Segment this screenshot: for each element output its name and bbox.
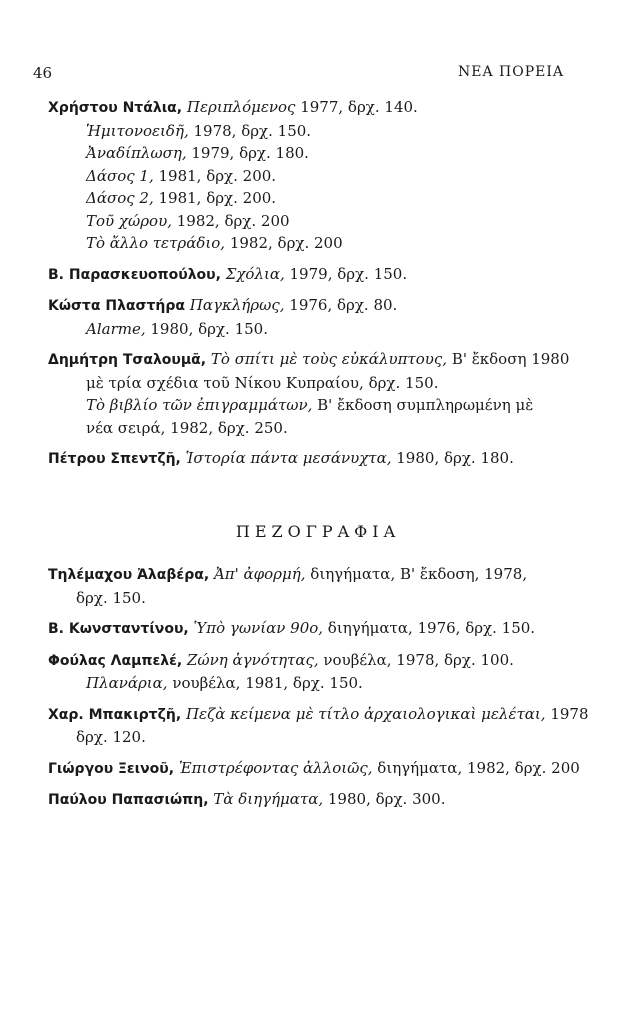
author-name: Δημήτρη Τσαλουμᾶ, <box>48 352 207 368</box>
list-item <box>48 703 589 749</box>
book-details: διηγήματα, Β' ἔκδοση, 1978, <box>305 565 528 583</box>
author-name: Χαρ. Μπακιρτζῆ, <box>48 706 182 723</box>
book-details: δρχ. 120. <box>76 728 146 746</box>
page-number: 46 <box>33 64 53 82</box>
book-details: 1978, δρχ. 150. <box>188 121 312 140</box>
book-title: Alarme, <box>86 319 146 338</box>
book-title: Ἱστορία πάντα μεσάνυχτα, <box>185 449 392 467</box>
prose-list <box>48 563 589 812</box>
list-item <box>48 563 568 609</box>
poetry-list <box>48 96 568 471</box>
author-name: Φούλας Λαμπελέ, <box>48 652 183 669</box>
author-name: Χρήστου Ντάλια, <box>48 100 183 116</box>
book-title: Πεζὰ κείμενα μὲ τίτλο ἀρχαιολογικαὶ μελέται, <box>185 704 546 723</box>
book-title: Ζώνη ἁγνότητας, <box>187 650 319 669</box>
author-name: Β. Παρασκευοπούλου, <box>48 266 221 283</box>
book-details: 1980, δρχ. 180. <box>391 449 514 467</box>
section-heading: ΠΕΖΟΓΡΑΦΙΑ <box>235 522 401 541</box>
book-details: Β' ἔκδοση 1980 <box>447 350 570 368</box>
author-name: Πέτρου Σπεντζῆ, <box>48 451 181 467</box>
book-details: 1981, δρχ. 200. <box>153 166 277 185</box>
book-title: Περιπλόμενος <box>186 98 296 116</box>
book-title: Τὸ σπίτι μὲ τοὺς εὐκάλυπτους, <box>210 350 448 368</box>
book-title: Πλανάρια, <box>86 674 168 692</box>
book-details: 1982, δρχ. 200 <box>225 234 343 252</box>
author-name: Παύλου Παπασιώπη, <box>48 792 209 808</box>
book-details: 1976, δρχ. 80. <box>284 296 398 314</box>
book-title: Ὑπὸ γωνίαν 90ο, <box>193 619 324 637</box>
book-details: 1982, δρχ. 200 <box>171 211 290 230</box>
list-item <box>48 788 568 812</box>
book-details: δρχ. 150. <box>76 588 146 607</box>
book-details: διηγήματα, 1976, δρχ. 150. <box>323 619 536 637</box>
book-title: Ἀπ' ἀφορμή, <box>213 565 306 583</box>
book-title: Δάσος 1, <box>86 166 154 185</box>
book-title: Δάσος 2, <box>86 189 154 207</box>
book-title: Τὸ βιβλίο τῶν ἐπιγραμμάτων, <box>86 396 313 414</box>
list-item <box>48 447 568 471</box>
book-details: νέα σειρά, 1982, δρχ. 250. <box>86 418 288 437</box>
list-item <box>48 96 568 255</box>
author-name: Κώστα Πλαστήρα <box>48 298 185 314</box>
list-item <box>48 649 568 695</box>
book-details: μὲ τρία σχέδια τοῦ Νίκου Κυπραίου, δρχ. 150. <box>86 373 439 392</box>
list-item <box>48 617 568 641</box>
book-title: Τὰ διηγήματα, <box>213 790 324 808</box>
author-name: Τηλέμαχου Ἀλαβέρα, <box>48 567 210 583</box>
book-details: 1980, δρχ. 150. <box>145 319 268 338</box>
book-title: Τὸ ἄλλο τετράδιο, <box>86 234 226 252</box>
running-head: ΝΕΑ ΠΟΡΕΙΑ <box>458 64 564 80</box>
book-details: νουβέλα, 1978, δρχ. 100. <box>318 650 514 669</box>
book-details: 1980, δρχ. 300. <box>323 790 446 808</box>
author-name: Β. Κωνσταντίνου, <box>48 621 189 637</box>
book-details: 1978 <box>545 704 589 723</box>
list-item <box>48 263 568 287</box>
book-title: Σχόλια, <box>225 264 285 283</box>
author-name: Γιώργου Ξεινοῦ, <box>48 760 175 777</box>
book-title: Τοῦ χώρου, <box>86 211 172 230</box>
book-details: διηγήματα, 1982, δρχ. 200 <box>372 758 580 777</box>
book-title: Ἐπιστρέφοντας ἀλλοιῶς, <box>178 758 373 777</box>
book-details: 1979, δρχ. 150. <box>284 264 408 283</box>
book-details: 1977, δρχ. 140. <box>295 98 418 116</box>
book-details: 1979, δρχ. 180. <box>186 144 309 162</box>
list-item <box>48 348 568 439</box>
book-title: Παγκλήρως, <box>189 296 285 314</box>
book-details: νουβέλα, 1981, δρχ. 150. <box>167 674 363 692</box>
book-details: 1981, δρχ. 200. <box>153 189 277 207</box>
list-item <box>48 294 568 340</box>
list-item <box>48 757 580 781</box>
book-title: Ἡμιτονοειδῆ, <box>86 121 189 140</box>
book-details: Β' ἔκδοση συμπληρωμένη μὲ <box>312 396 534 414</box>
book-title: Ἀναδίπλωση, <box>86 144 187 162</box>
